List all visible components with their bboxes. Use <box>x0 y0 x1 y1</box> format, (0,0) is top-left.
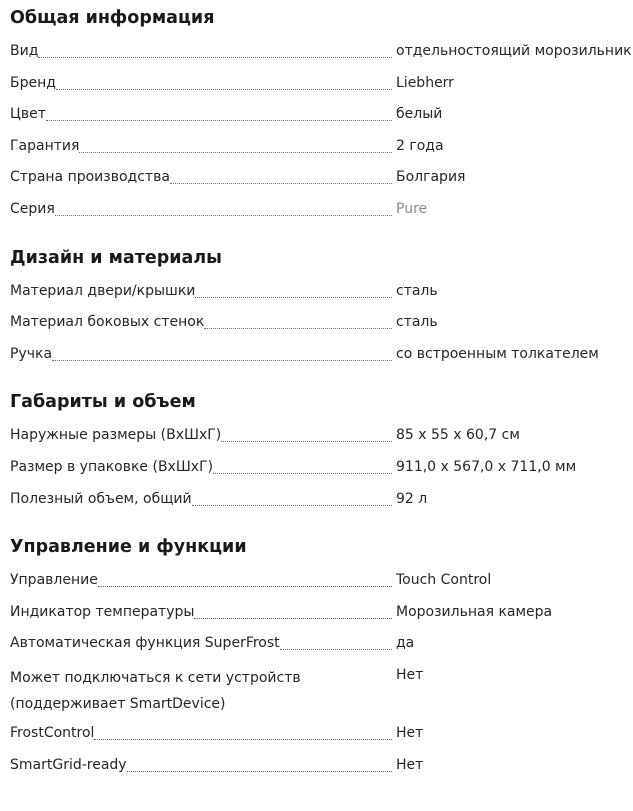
spec-row <box>10 68 630 100</box>
section-general <box>10 0 630 226</box>
spec-value: Морозильная камера <box>396 603 553 620</box>
spec-row <box>10 420 630 452</box>
spec-row <box>10 276 630 308</box>
spec-label: Ручка <box>10 345 53 362</box>
dotted-leader <box>46 120 392 121</box>
spec-value: да <box>396 635 415 652</box>
spec-value: со встроенным толкателем <box>396 345 599 362</box>
section-title: Дизайн и материалы <box>10 247 222 268</box>
dotted-leader <box>52 360 392 361</box>
dotted-leader <box>98 586 392 587</box>
spec-row <box>10 194 630 226</box>
spec-label: Наружные размеры (ВхШхГ) <box>10 427 222 444</box>
spec-value: Нет <box>396 666 424 683</box>
spec-label: Вид <box>10 43 39 59</box>
spec-row <box>10 36 630 68</box>
spec-row <box>10 718 630 750</box>
spec-row <box>10 660 630 718</box>
spec-page <box>10 0 630 781</box>
dotted-leader <box>213 473 392 474</box>
dotted-leader <box>56 89 392 90</box>
dotted-leader <box>192 505 392 506</box>
dotted-leader <box>79 152 392 153</box>
dotted-leader <box>204 328 392 329</box>
spec-row <box>10 565 630 597</box>
spec-row <box>10 131 630 163</box>
section-title: Общая информация <box>10 8 215 28</box>
section-controls-functions <box>10 529 630 781</box>
spec-value: Liebherr <box>396 74 454 91</box>
spec-row <box>10 99 630 131</box>
spec-value: 911,0 x 567,0 x 711,0 мм <box>396 458 577 475</box>
spec-value: Нет <box>396 756 424 773</box>
dotted-leader <box>38 57 392 58</box>
dotted-leader <box>280 649 392 650</box>
spec-label: Страна производства <box>10 169 170 186</box>
dotted-leader <box>221 441 392 442</box>
spec-label: Материал двери/крышки <box>10 282 196 299</box>
dotted-leader <box>170 183 392 184</box>
spec-value: Touch Control <box>396 572 492 589</box>
spec-row <box>10 452 630 484</box>
spec-row <box>10 628 630 660</box>
spec-label: Автоматическая функция SuperFrost <box>10 635 280 652</box>
spec-value: белый <box>396 106 443 123</box>
dotted-leader <box>55 215 392 216</box>
section-title: Габариты и объем <box>10 392 196 413</box>
spec-value: сталь <box>396 282 438 299</box>
spec-label: Управление <box>10 572 98 589</box>
spec-value: 85 x 55 x 60,7 см <box>396 427 520 444</box>
spec-row <box>10 750 630 782</box>
spec-value: 92 л <box>396 490 428 507</box>
spec-label: Размер в упаковке (ВхШхГ) <box>10 458 214 475</box>
dotted-leader <box>194 618 392 619</box>
spec-label: Бренд <box>10 74 56 91</box>
spec-value: сталь <box>396 314 438 331</box>
spec-label: Серия <box>10 200 55 217</box>
series-link[interactable]: Pure <box>396 200 428 217</box>
spec-value: отдельностоящий морозильник <box>396 43 632 59</box>
spec-value: Нет <box>396 724 424 741</box>
spec-value: Болгария <box>396 169 466 186</box>
spec-label: FrostControl <box>10 724 95 741</box>
spec-label: Цвет <box>10 106 46 123</box>
spec-label: Полезный объем, общий <box>10 490 192 507</box>
spec-label: Материал боковых стенок <box>10 314 205 331</box>
spec-row <box>10 162 630 194</box>
spec-row <box>10 484 630 516</box>
spec-value: 2 года <box>396 137 444 154</box>
spec-row <box>10 307 630 339</box>
spec-row <box>10 597 630 629</box>
spec-label: SmartGrid-ready <box>10 756 127 773</box>
section-title: Управление и функции <box>10 537 247 558</box>
spec-label: Индикатор температуры <box>10 603 195 620</box>
section-dimensions-volume <box>10 384 630 515</box>
section-design-materials <box>10 240 630 371</box>
spec-label: Может подключаться к сети устройств (поддерживает SmartDevice) <box>10 669 301 712</box>
dotted-leader <box>195 297 392 298</box>
spec-row <box>10 339 630 371</box>
dotted-leader <box>94 739 392 740</box>
dotted-leader <box>127 771 392 772</box>
spec-label: Гарантия <box>10 137 80 154</box>
